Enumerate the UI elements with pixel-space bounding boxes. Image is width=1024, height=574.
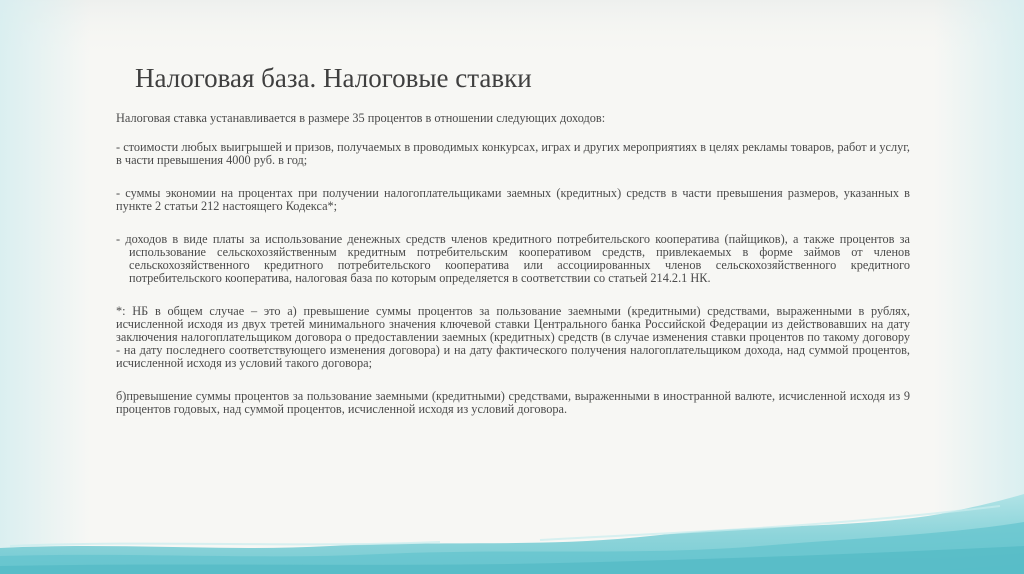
footnote-rubles: *: НБ в общем случае – это а) превышение суммы процентов за пользование заемными (кредитными) средствами, выраженными в рублях, исчисленной исходя из двух третей минимального значения ключевой ставки Центрального банка Российской Федерации из действовавших на дату заключения налогоплательщиком договора о предоставлении заемных (кредитных) средств (в случае изменения ставки процентов по такому договору - на дату последнего соответствующего изменения договора) и на дату фактического получения налогоплательщиком дохода, над суммой процентов, исчисленной исходя из условий такого договора; (116, 304, 910, 370)
slide-title: Налоговая база. Налоговые ставки (135, 63, 532, 93)
list-item-cooperative-income: - доходов в виде платы за использование денежных средств членов кредитного потребительского кооператива (пайщиков), а также процентов за использование сельскохозяйственным кредитным потребительским кооперативом средств, привлекаемых в форме займов от членов сельскохозяйственного кредитного потребительского кооператива или ассоциированных членов сельскохозяйственного кредитного потребительского кооператива, налоговая база по которым определяется в соответствии со статьей 214.2.1 НК. (116, 232, 910, 285)
footnote-foreign-currency: б)превышение суммы процентов за пользование заемными (кредитными) средствами, выраженными в иностранной валюте, исчисленной исходя из 9 процентов годовых, над суммой процентов, исчисленной исходя из условий договора. (116, 389, 910, 416)
list-item-prizes: - стоимости любых выигрышей и призов, получаемых в проводимых конкурсах, играх и других мероприятиях в целях рекламы товаров, работ и услуг, в части превышения 4000 руб. в год; (116, 140, 910, 167)
list-item-interest-savings: - суммы экономии на процентах при получении налогоплательщиками заемных (кредитных) средств в части превышения размеров, указанных в пункте 2 статьи 212 настоящего Кодекса*; (116, 186, 910, 213)
slide-body (116, 112, 910, 436)
intro-paragraph: Налоговая ставка устанавливается в размере 35 процентов в отношении следующих доходов: (116, 111, 606, 125)
